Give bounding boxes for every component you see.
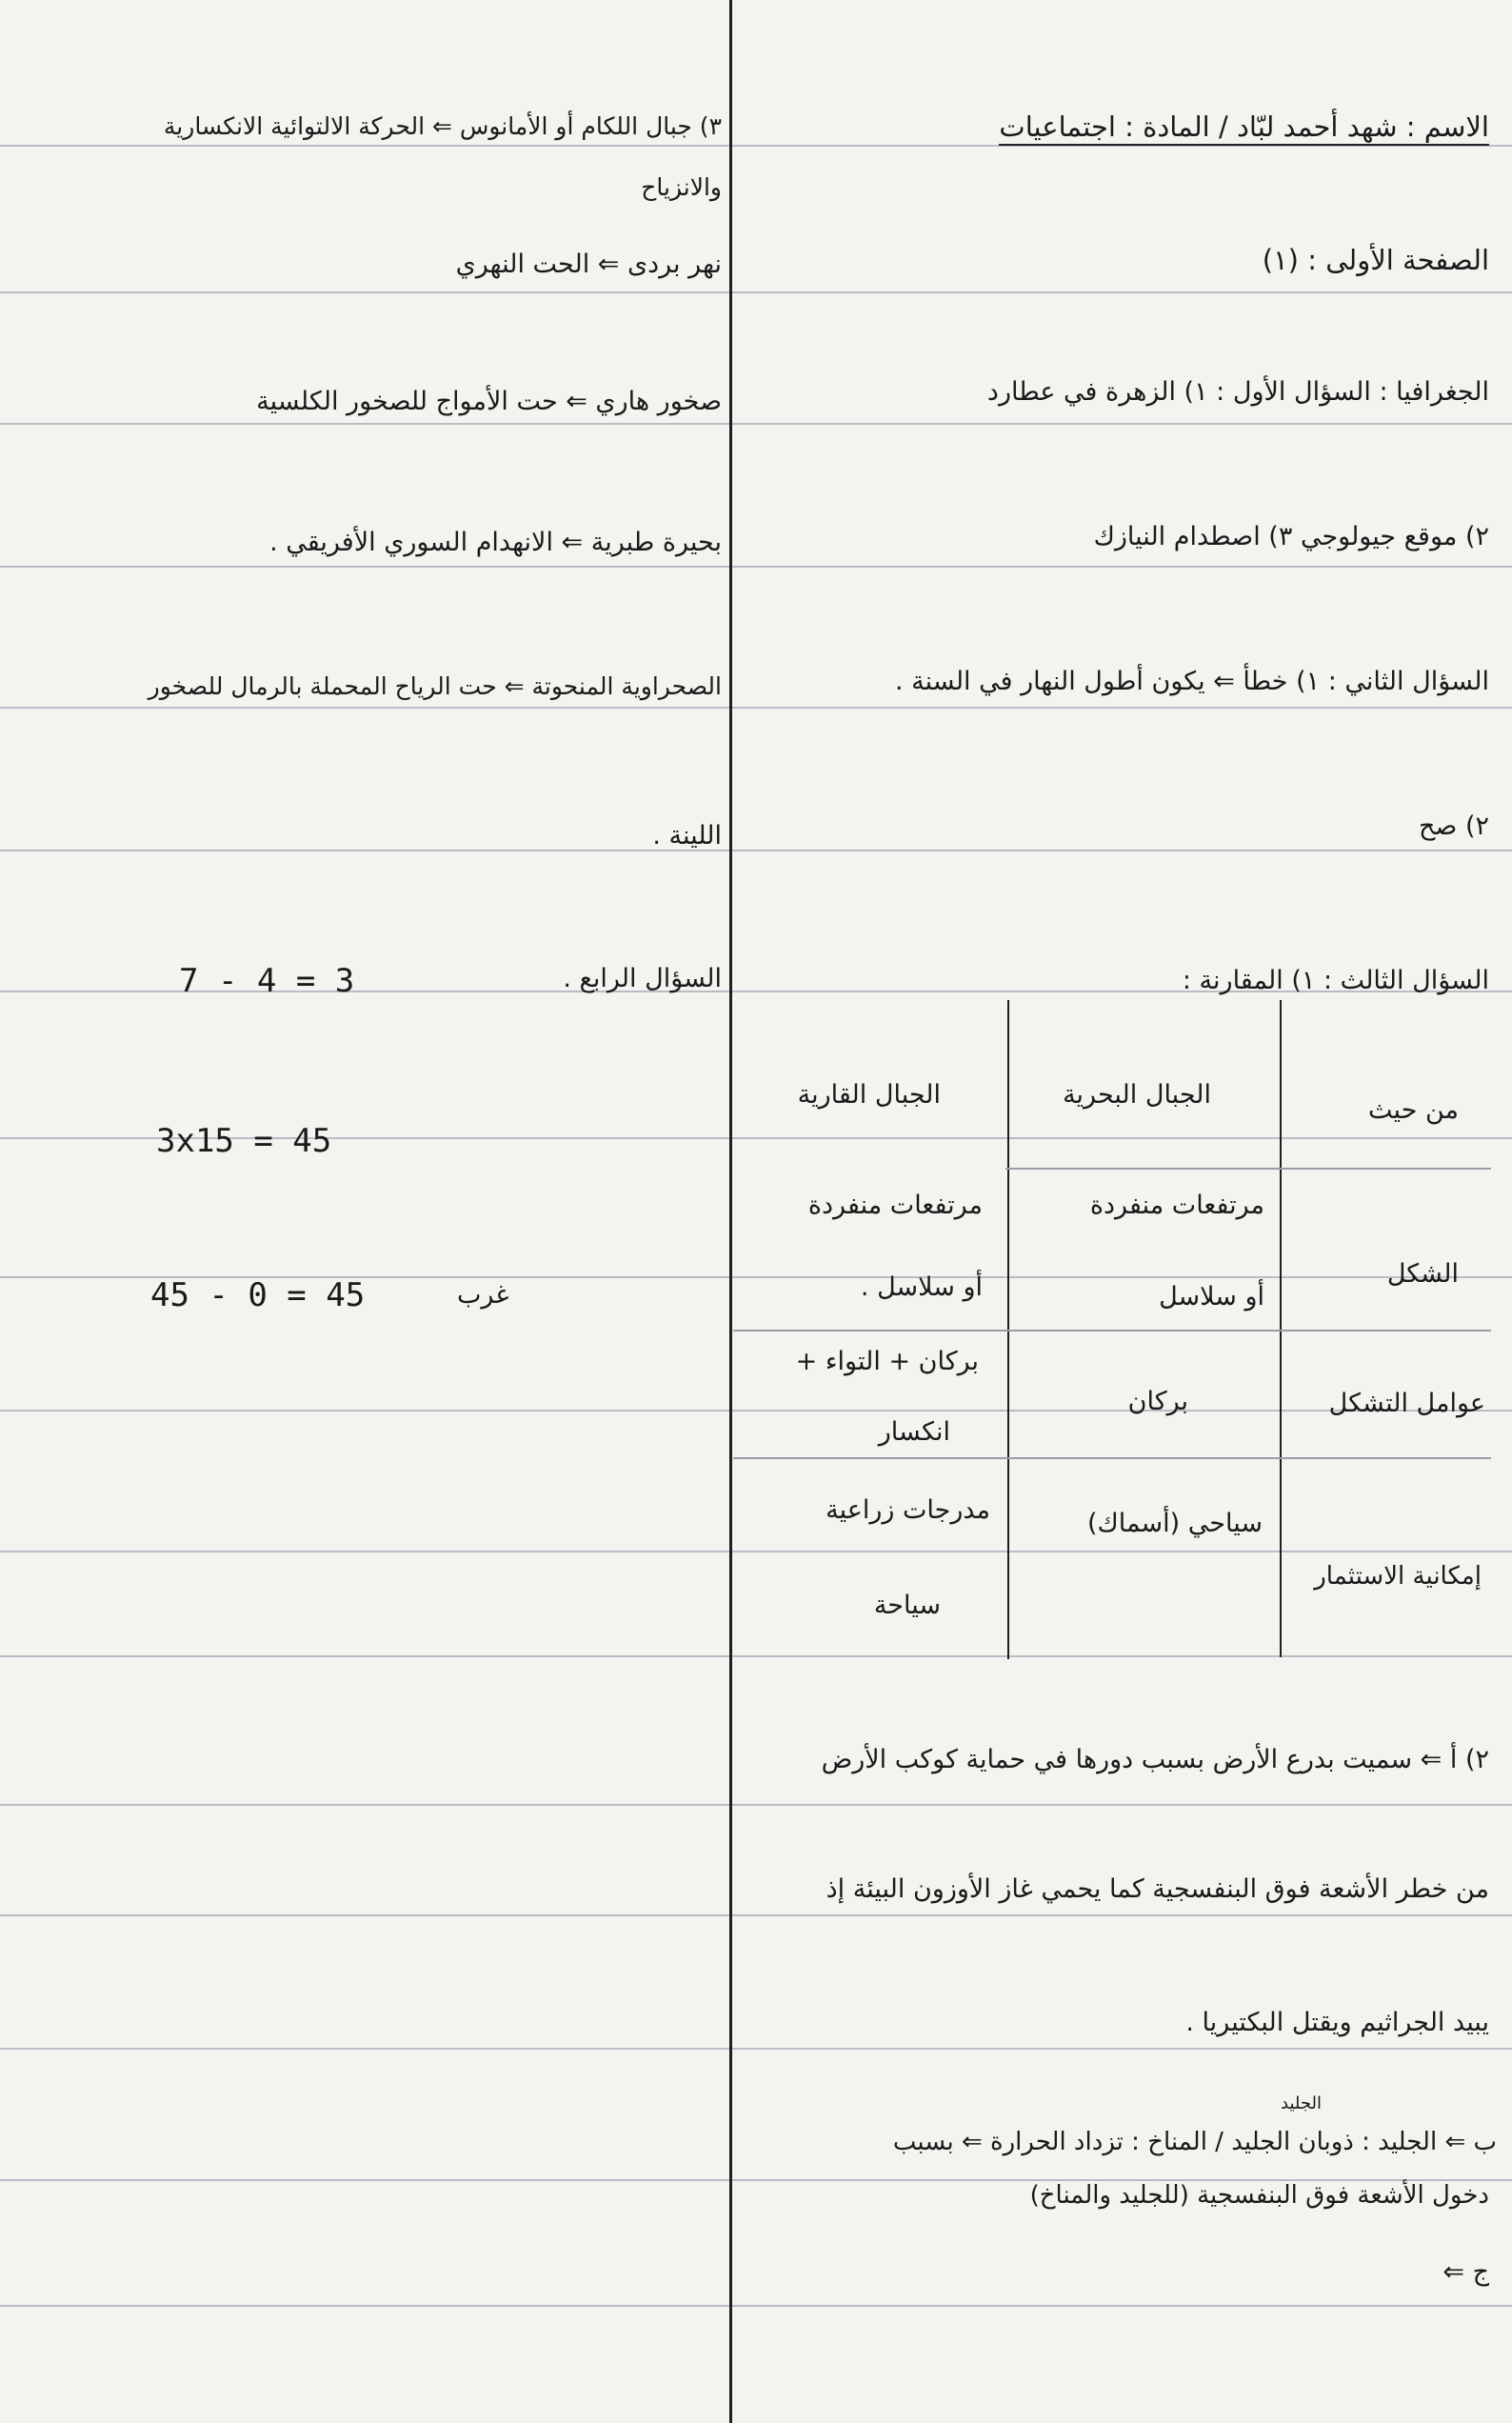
table-row-investment-label: إمكانية الاستثمار <box>1314 1562 1482 1591</box>
table-header-continental-mountains: الجبال القارية <box>797 1080 941 1110</box>
calc-line-1: 7 - 4 = 3 <box>179 962 355 1000</box>
column-divider <box>729 0 732 2423</box>
table-cell: أو سلاسل <box>1159 1282 1264 1312</box>
calc-direction: غرب <box>457 1280 509 1310</box>
table-cell: بركان <box>1127 1387 1188 1416</box>
page-label: الصفحة الأولى : (١) <box>1262 244 1489 276</box>
q3b-answer-a-line3: يبيد الجراثيم ويقتل البكتيريا . <box>1185 2008 1489 2037</box>
table-cell: بركان + التواء + <box>795 1347 979 1376</box>
q3b-answer-a-line2: من خطر الأشعة فوق البنفسجية كما يحمي غاز الأوزون البيئة إذ <box>826 1874 1489 1904</box>
table-row-shape-label: الشكل <box>1386 1259 1459 1289</box>
left-answer-1b: والانزياح <box>641 173 722 201</box>
q3b-answer-c: ج ⇐ <box>1442 2257 1489 2287</box>
left-answer-2: نهر بردى ⇐ الحت النهري <box>455 250 722 279</box>
table-cell: سياحة <box>873 1591 941 1620</box>
calc-line-2: 3x15 = 45 <box>156 1122 332 1160</box>
left-answer-3: صخور هاري ⇐ حت الأمواج للصخور الكلسية <box>256 387 722 416</box>
q2-answer-1: السؤال الثاني : ١) خطأ ⇐ يكون أطول النهار في السنة . <box>894 667 1489 696</box>
table-cell: مدرجات زراعية <box>826 1495 990 1525</box>
left-answer-4: بحيرة طبرية ⇐ الانهدام السوري الأفريقي . <box>269 528 722 557</box>
left-answer-5: الصحراوية المنحوتة ⇐ حت الرياح المحملة بالرمال للصخور <box>148 672 722 700</box>
q4-title: السؤال الرابع . <box>563 964 722 993</box>
header-name-subject: الاسم : شهد أحمد لبّاد / المادة : اجتماعيات <box>999 110 1489 146</box>
q3b-answer-b-line1: ب ⇐ الجليد : ذوبان الجليد / المناخ : تزداد الحرارة ⇐ بسبب <box>892 2128 1497 2156</box>
q3b-answer-b-note: الجليد <box>1281 2093 1322 2113</box>
table-row-formation-label: عوامل التشكل <box>1328 1389 1485 1418</box>
table-cell: سياحي (أسماك) <box>1086 1509 1263 1538</box>
q3b-answer-a-line1: ٢) أ ⇐ سميت بدرع الأرض بسبب دورها في حماية كوكب الأرض <box>821 1745 1489 1774</box>
geo-q1-answers: الجغرافيا : السؤال الأول : ١) الزهرة في عطارد <box>986 377 1489 407</box>
q3-title: السؤال الثالث : ١) المقارنة : <box>1182 966 1489 995</box>
left-answer-5b: اللينة . <box>652 821 722 851</box>
q2-answer-2: ٢) صح <box>1419 811 1489 841</box>
table-cell: مرتفعات منفردة <box>1089 1191 1264 1220</box>
table-cell: انكسار <box>878 1417 950 1447</box>
left-answer-1: ٣) جبال اللكام أو الأمانوس ⇐ الحركة الالتوائية الانكسارية <box>163 112 722 140</box>
table-cell: مرتفعات منفردة <box>807 1191 983 1220</box>
calc-line-3: 45 - 0 = 45 <box>150 1276 366 1314</box>
table-cell: أو سلاسل . <box>860 1272 983 1302</box>
table-header-aspect: من حيث <box>1368 1095 1459 1125</box>
table-header-sea-mountains: الجبال البحرية <box>1063 1080 1211 1110</box>
geo-q1-answers-2: ٢) موقع جيولوجي ٣) اصطدام النيازك <box>1093 522 1489 551</box>
q3b-answer-b-line2: دخول الأشعة فوق البنفسجية (للجليد والمناخ) <box>1029 2181 1489 2210</box>
